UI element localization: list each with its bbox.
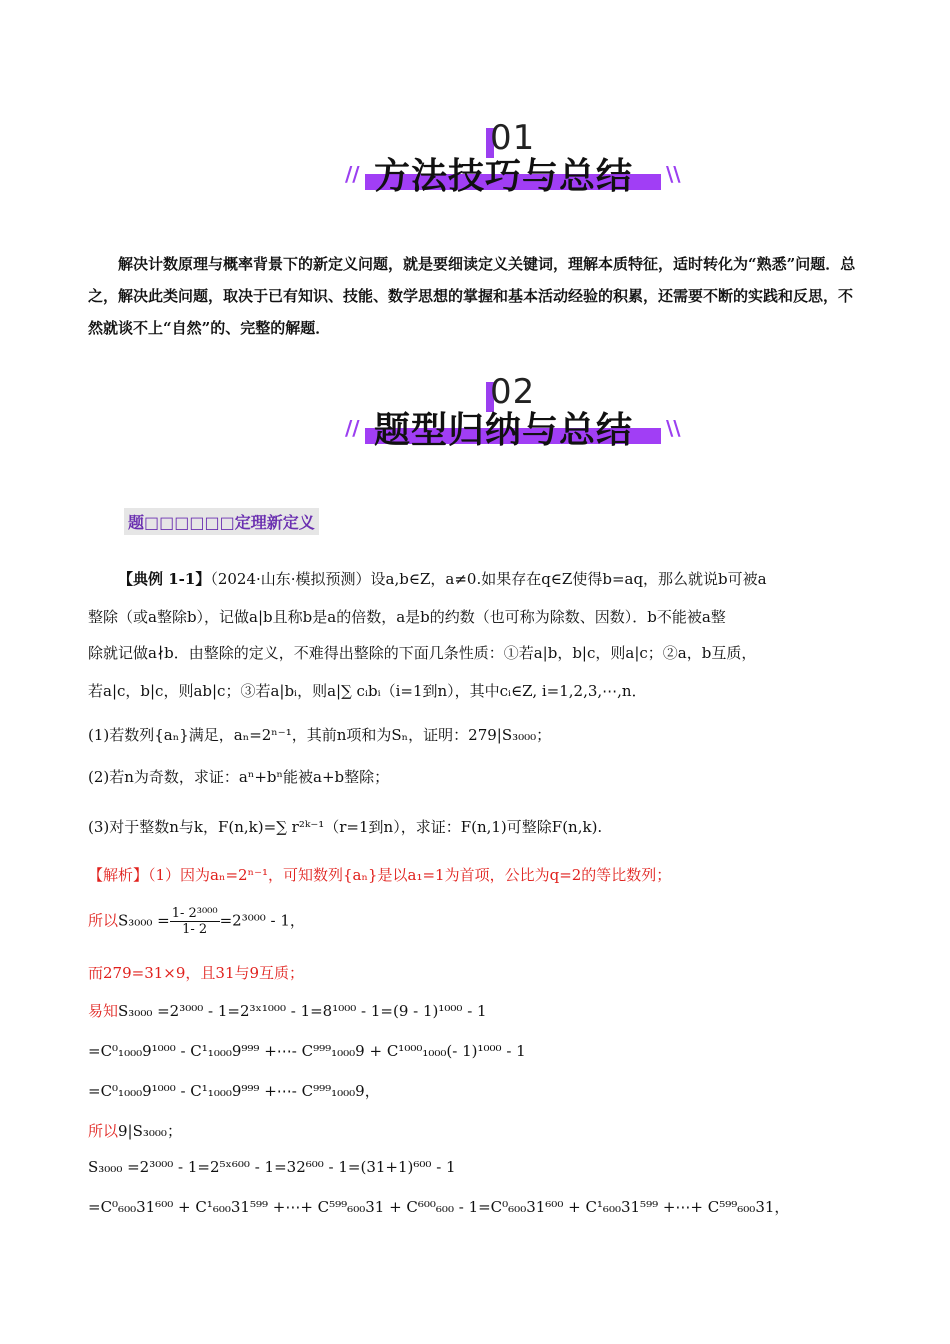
example-line-4: 若a|c，b|c，则ab|c；③若a|bᵢ，则a|∑ cᵢbᵢ（i=1到n），其中cᵢ∈Z, i=1,2,3,⋯,n． — [88, 682, 647, 700]
solution-line-8: S₃₀₀₀ =2³⁰⁰⁰ - 1=2⁵ˣ⁶⁰⁰ - 1=32⁶⁰⁰ - 1=(31+1)⁶⁰⁰ - 1 — [88, 1158, 456, 1176]
section-number: 01 — [490, 118, 536, 158]
solution-line-9: =C⁰₆₀₀31⁶⁰⁰ + C¹₆₀₀31⁵⁹⁹ +⋯+ C⁵⁹⁹₆₀₀31 + C⁶⁰⁰₆₀₀ - 1=C⁰₆₀₀31⁶⁰⁰ + C¹₆₀₀31⁵⁹⁹ +⋯+ C⁵⁹⁹₆₀₀31， — [88, 1198, 790, 1216]
sum-lhs: S₃₀₀₀ = — [118, 911, 170, 930]
solution-line-5: =C⁰₁₀₀₀9¹⁰⁰⁰ - C¹₁₀₀₀9⁹⁹⁹ +⋯- C⁹⁹⁹₁₀₀₀9 + C¹⁰⁰⁰₁₀₀₀(- 1)¹⁰⁰⁰ - 1 — [88, 1042, 526, 1060]
section-header-2 — [0, 372, 950, 472]
equation: 9|S₃₀₀₀； — [118, 1122, 182, 1140]
sum-fraction — [170, 906, 220, 937]
solution-line-6: =C⁰₁₀₀₀9¹⁰⁰⁰ - C¹₁₀₀₀9⁹⁹⁹ +⋯- C⁹⁹⁹₁₀₀₀9， — [88, 1082, 380, 1100]
fraction-denominator: 1- 2 — [182, 922, 208, 937]
left-slash-decoration: // — [345, 416, 360, 440]
solution-line-3: 而279=31×9，且31与9互质； — [88, 964, 305, 982]
section-header-1 — [0, 118, 950, 218]
question-type-heading: 题□□□□□□定理新定义 — [124, 508, 319, 535]
example-text: 设a,b∈Z，a≠0.如果存在q∈Z使得b=aq，那么就说b可被a — [370, 570, 767, 588]
solution-prefix: 易知 — [88, 1002, 119, 1020]
example-line-2: 整除（或a整除b），记做a|b且称b是a的倍数，a是b的约数（也可称为除数、因数）．b不能被a整 — [88, 608, 726, 626]
solution-line-1: 【解析】（1）因为aₙ=2ⁿ⁻¹，可知数列{aₙ}是以a₁=1为首项，公比为q=2的等比数列； — [88, 866, 672, 884]
section-number: 02 — [490, 372, 536, 412]
right-slash-decoration: \\ — [666, 416, 681, 440]
equation: S₃₀₀₀ =2³⁰⁰⁰ - 1=2³ˣ¹⁰⁰⁰ - 1=8¹⁰⁰⁰ - 1=(9 - 1)¹⁰⁰⁰ - 1 — [118, 1002, 487, 1020]
right-slash-decoration: \\ — [666, 162, 681, 186]
solution-prefix: 所以 — [88, 1122, 119, 1140]
example-source: （2024·山东·模拟预测） — [210, 570, 371, 588]
solution-line-7 — [88, 1120, 878, 1141]
section-title: 方法技巧与总结 — [374, 156, 634, 197]
example-line-3: 除就记做a∤b．由整除的定义，不难得出整除的下面几条性质：①若a|b，b|c，则a|c；②a，b互质， — [88, 644, 757, 662]
section-title: 题型归纳与总结 — [374, 410, 634, 451]
solution-prefix: 所以 — [88, 911, 119, 930]
question-2: (2)若n为奇数，求证：aⁿ+bⁿ能被a+b整除； — [88, 768, 390, 786]
intro-paragraph: 解决计数原理与概率背景下的新定义问题，就是要细读定义关键词，理解本质特征，适时转化为“熟悉”问题．总之，解决此类问题，取决于已有知识、技能、数学思想的掌握和基本活动经验的积累，还需要不断的实践和反思，不然就谈不上“自然”的、完整的解题． — [88, 255, 856, 337]
example-tag: 【典例 1-1】 — [118, 570, 211, 588]
question-3: (3)对于整数n与k，F(n,k)=∑ r²ᵏ⁻¹（r=1到n），求证：F(n,1)可整除F(n,k). — [88, 818, 603, 836]
solution-line-4 — [88, 1000, 878, 1021]
question-1: (1)若数列{aₙ}满足，aₙ=2ⁿ⁻¹，其前n项和为Sₙ，证明：279|S₃₀₀₀； — [88, 726, 552, 744]
left-slash-decoration: // — [345, 162, 360, 186]
example-line-1 — [118, 568, 878, 589]
sum-rhs: =2³⁰⁰⁰ - 1， — [219, 911, 305, 930]
fraction-numerator: 1- 2³⁰⁰⁰ — [171, 906, 218, 921]
solution-line-2 — [88, 906, 878, 937]
